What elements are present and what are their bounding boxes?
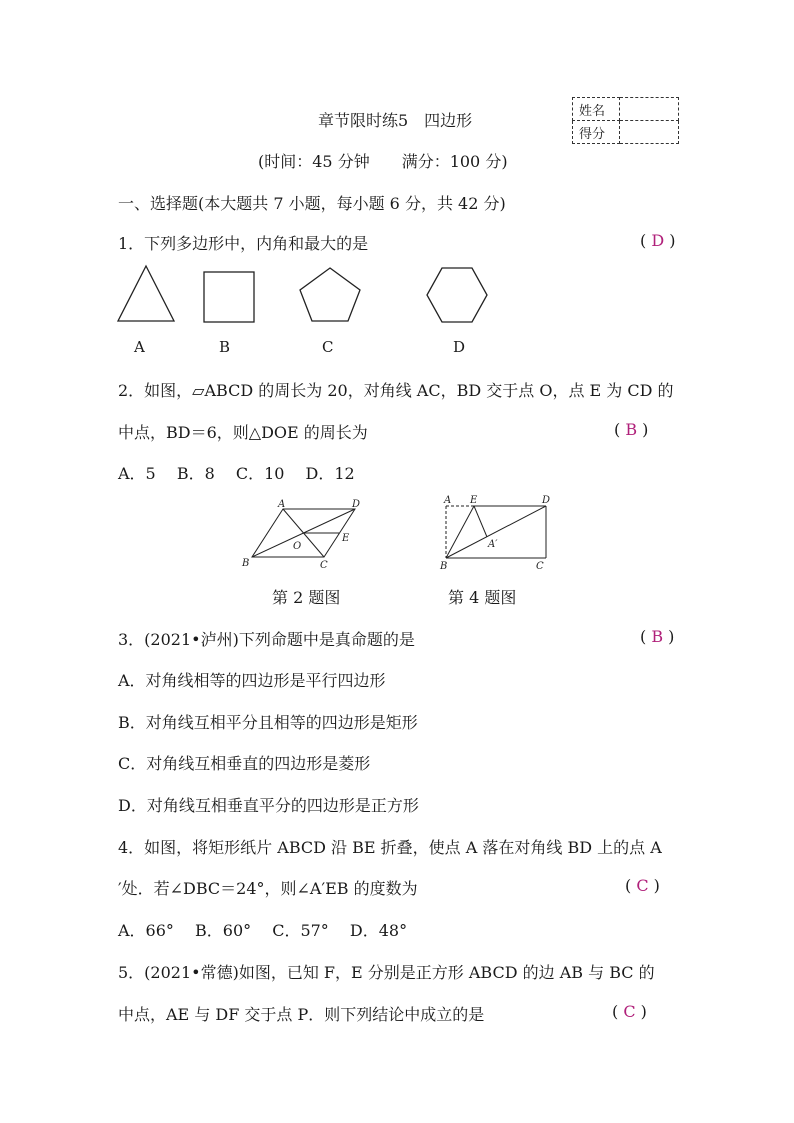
- q3-stem: 3．(2021•泸州)下列命题中是真命题的是: [118, 630, 415, 649]
- figure-4: [436, 494, 576, 574]
- shape-label-d: D: [453, 338, 466, 356]
- fig2-label-a: A: [278, 499, 286, 510]
- q2-answer: B: [625, 420, 638, 439]
- q3-option-d: D．对角线互相垂直平分的四边形是正方形: [118, 796, 419, 815]
- q3-option-a: A．对角线相等的四边形是平行四边形: [118, 671, 386, 690]
- q4-line1: 4．如图，将矩形纸片 ABCD 沿 BE 折叠，使点 A 落在对角线 BD 上的点 A: [118, 838, 662, 857]
- fig2-label-c: C: [320, 560, 328, 571]
- figure-2: [240, 498, 380, 578]
- section-heading: 一、选择题(本大题共 7 小题，每小题 6 分，共 42 分): [118, 194, 506, 213]
- fig2-label-e: E: [342, 533, 350, 544]
- shape-label-c: C: [322, 338, 334, 356]
- q3-option-c: C．对角线互相垂直的四边形是菱形: [118, 754, 371, 773]
- q2-line1: 2．如图，▱ABCD 的周长为 20，对角线 AC，BD 交于点 O，点 E 为 CD 的: [118, 381, 674, 400]
- q5-line1: 5．(2021•常德)如图，已知 F，E 分别是正方形 ABCD 的边 AB 与 BC 的: [118, 963, 655, 982]
- q3-option-b: B．对角线互相平分且相等的四边形是矩形: [118, 713, 418, 732]
- hexagon-shape: [427, 268, 487, 322]
- fig2-label-d: D: [352, 499, 361, 510]
- fig4-label-c: C: [536, 561, 544, 572]
- fig2-label-b: B: [242, 558, 250, 569]
- q2-line2: 中点，BD＝6，则△DOE 的周长为: [118, 423, 368, 442]
- shape-label-b: B: [219, 338, 231, 356]
- q4-options: A．66° B．60° C．57° D．48°: [118, 921, 408, 940]
- q3-answer: B: [651, 627, 664, 646]
- q3-answer-bracket: ( B ): [640, 627, 675, 646]
- fig2-label-o: O: [293, 541, 302, 552]
- fig4-caption: 第 4 题图: [448, 588, 517, 607]
- q1-shapes: [0, 260, 794, 360]
- shape-label-a: A: [134, 338, 145, 356]
- q2-answer-bracket: ( B ): [614, 420, 649, 439]
- page-title: 章节限时练5 四边形: [318, 111, 473, 130]
- fig4-label-e: E: [470, 495, 478, 506]
- q1-answer: D: [651, 231, 665, 250]
- q4-answer: C: [636, 876, 649, 895]
- square-shape: [204, 272, 254, 322]
- q5-line2: 中点，AE 与 DF 交于点 P．则下列结论中成立的是: [118, 1005, 485, 1024]
- score-label: 得分: [573, 121, 620, 144]
- fig4-label-d: D: [542, 495, 551, 506]
- name-blank[interactable]: [620, 98, 679, 121]
- page-subtitle: (时间：45 分钟 满分：100 分): [258, 152, 508, 171]
- name-score-box: [572, 97, 679, 144]
- name-label: 姓名: [573, 98, 620, 121]
- q1-stem: 1．下列多边形中，内角和最大的是: [118, 234, 369, 253]
- q5-answer-bracket: ( C ): [612, 1002, 647, 1021]
- score-blank[interactable]: [620, 121, 679, 144]
- fig4-label-a-prime: A′: [488, 539, 498, 550]
- fig4-label-b: B: [440, 561, 448, 572]
- q2-options: A．5 B．8 C．10 D．12: [118, 464, 355, 483]
- q4-answer-bracket: ( C ): [625, 876, 660, 895]
- q5-answer: C: [623, 1002, 636, 1021]
- q4-line2: ′处．若∠DBC＝24°，则∠A′EB 的度数为: [118, 879, 418, 898]
- pentagon-shape: [300, 268, 360, 321]
- fig4-label-a: A: [444, 495, 452, 506]
- q1-answer-bracket: ( D ): [640, 231, 676, 250]
- triangle-shape: [118, 266, 174, 321]
- fig2-caption: 第 2 题图: [272, 588, 341, 607]
